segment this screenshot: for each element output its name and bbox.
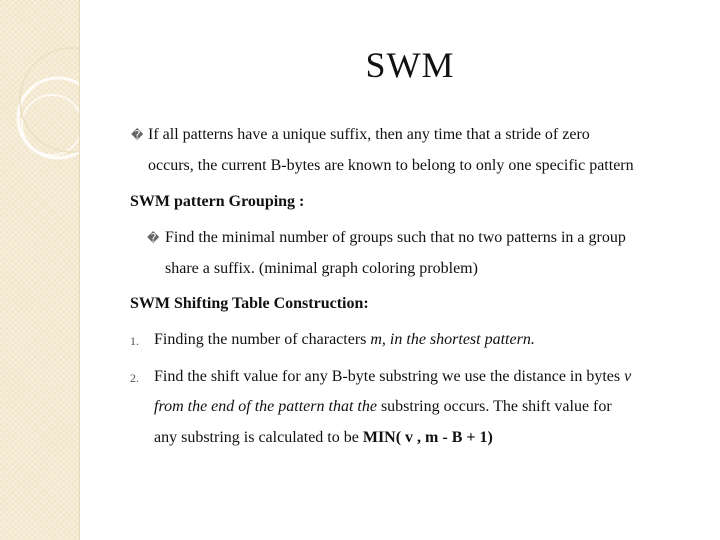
item2-line3-bold: MIN( v , m - B + 1) (362, 429, 493, 446)
bullet-marker-icon: � (147, 231, 160, 245)
item2-line1-italic: v (624, 368, 632, 385)
bullet2-line1: Find the minimal number of groups such that no two patterns in a group (165, 229, 626, 246)
item2-line3 (154, 429, 493, 447)
item2-line1 (154, 368, 631, 386)
item2-number: 2. (130, 371, 139, 385)
slide-title: SWM (365, 45, 455, 85)
bullet2-line2: share a suffix. (minimal graph coloring problem) (165, 260, 478, 277)
heading-pattern-grouping: SWM pattern Grouping : (130, 193, 305, 210)
item2-line1-normal: Find the shift value for any B-byte substring we use the distance in bytes (154, 368, 625, 385)
item2-line2-normal: substring occurs. The shift value for (380, 398, 612, 415)
item1-text-normal: Finding the number of characters (154, 331, 371, 348)
item1-text (154, 331, 535, 349)
bullet1-line2: occurs, the current B-bytes are known to belong to only one specific pattern (148, 157, 634, 174)
item2-line3-normal: any substring is calculated to be (154, 429, 363, 446)
heading-shifting-table: SWM Shifting Table Construction: (130, 295, 369, 312)
bullet-marker-icon: � (131, 128, 144, 142)
item2-line2 (154, 398, 612, 416)
decorative-circles-icon (0, 0, 79, 540)
decorative-side-panel (0, 0, 80, 540)
item2-line2-italic: from the end of the pattern that the (154, 398, 381, 415)
bullet1-line1: If all patterns have a unique suffix, then any time that a stride of zero (148, 126, 590, 143)
item1-text-italic: m, in the shortest pattern. (370, 331, 535, 348)
item1-number: 1. (130, 334, 139, 348)
